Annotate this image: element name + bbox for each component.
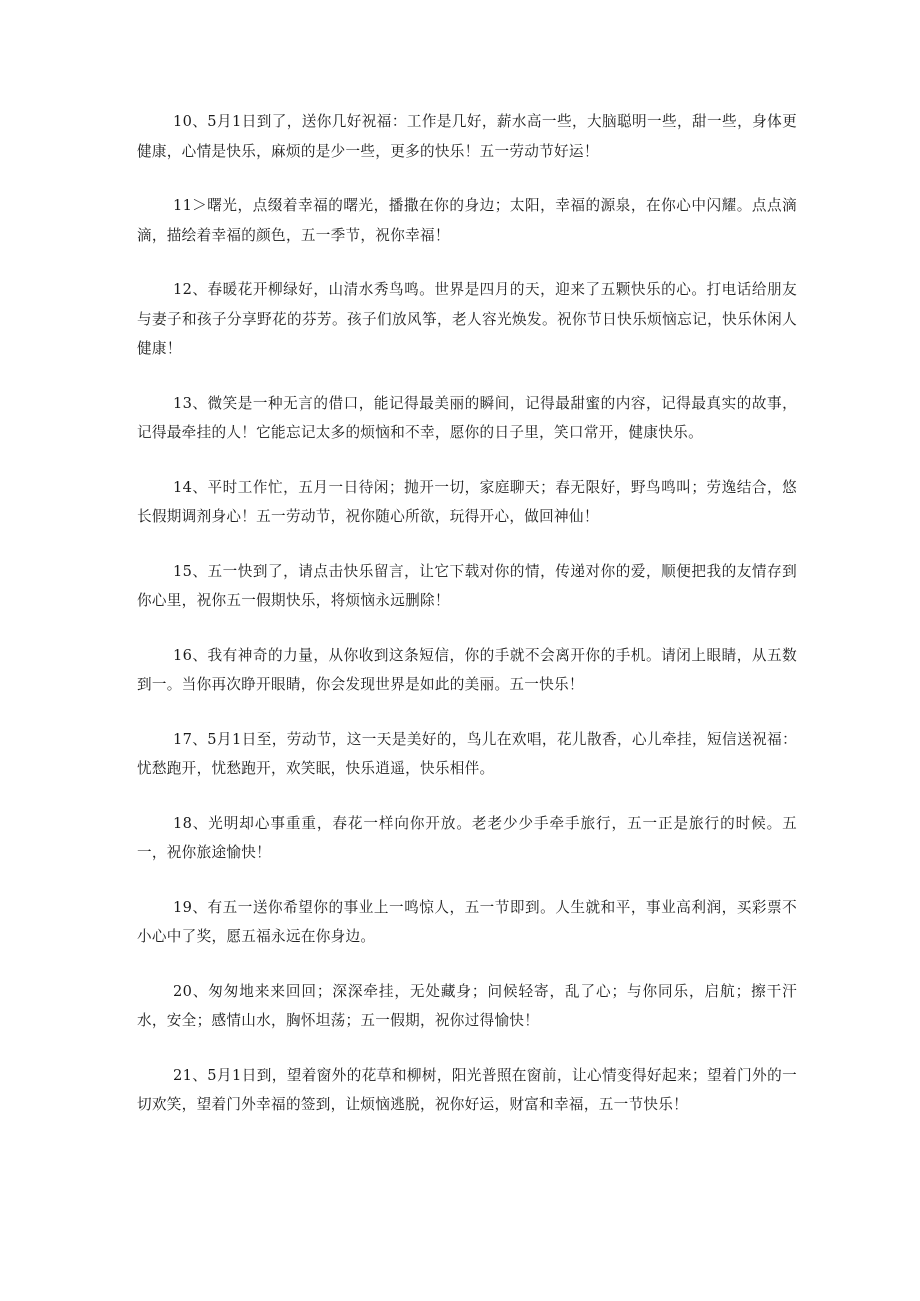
document-body (137, 107, 797, 1145)
paragraph-14: 14、平时工作忙，五月一日待闲；抛开一切，家庭聊天；春无限好，野鸟鸣叫；劳逸结合，悠长假期调剂身心！五一劳动节，祝你随心所欲，玩得开心，做回神仙！ (137, 478, 797, 525)
paragraph-20: 20、匆匆地来来回回；深深牵挂，无处藏身；问候轻寄，乱了心；与你同乐，启航；擦干汗水，安全；感情山水，胸怀坦荡；五一假期，祝你过得愉快！ (137, 982, 797, 1029)
paragraph-17: 17、5月1日至，劳动节，这一天是美好的，鸟儿在欢唱，花儿散香，心儿牵挂，短信送祝福：忧愁跑开，忧愁跑开，欢笑眠，快乐逍遥，快乐相伴。 (137, 730, 797, 777)
paragraph-18: 18、光明却心事重重，春花一样向你开放。老老少少手牵手旅行，五一正是旅行的时候。五一，祝你旅途愉快！ (137, 814, 797, 861)
paragraph-16: 16、我有神奇的力量，从你收到这条短信，你的手就不会离开你的手机。请闭上眼睛，从五数到一。当你再次睁开眼睛，你会发现世界是如此的美丽。五一快乐！ (137, 646, 797, 693)
paragraph-10: 10、5月1日到了，送你几好祝福：工作是几好，薪水高一些，大脑聪明一些，甜一些，身体更健康，心情是快乐，麻烦的是少一些，更多的快乐！五一劳动节好运！ (137, 113, 797, 160)
paragraph-12: 12、春暖花开柳绿好，山清水秀鸟鸣。世界是四月的天，迎来了五颗快乐的心。打电话给朋友与妻子和孩子分享野花的芬芳。孩子们放风筝，老人容光焕发。祝你节日快乐烦恼忘记，快乐休闲人健康！ (137, 281, 797, 357)
paragraph-13: 13、微笑是一种无言的借口，能记得最美丽的瞬间，记得最甜蜜的内容，记得最真实的故事，记得最牵挂的人！它能忘记太多的烦恼和不幸，愿你的日子里，笑口常开，健康快乐。 (137, 394, 797, 441)
paragraph-19: 19、有五一送你希望你的事业上一鸣惊人，五一节即到。人生就和平，事业高利润，买彩票不小心中了奖，愿五福永远在你身边。 (137, 898, 797, 945)
paragraph-11: 11＞曙光，点缀着幸福的曙光，播撒在你的身边；太阳，幸福的源泉，在你心中闪耀。点点滴滴，描绘着幸福的颜色，五一季节，祝你幸福！ (137, 197, 797, 244)
paragraph-21: 21、5月1日到，望着窗外的花草和柳树，阳光普照在窗前，让心情变得好起来；望着门外的一切欢笑，望着门外幸福的签到，让烦恼逃脱，祝你好运，财富和幸福，五一节快乐！ (137, 1066, 797, 1113)
paragraph-15: 15、五一快到了，请点击快乐留言，让它下载对你的情，传递对你的爱，顺便把我的友情存到你心里，祝你五一假期快乐，将烦恼永远删除！ (137, 562, 797, 609)
